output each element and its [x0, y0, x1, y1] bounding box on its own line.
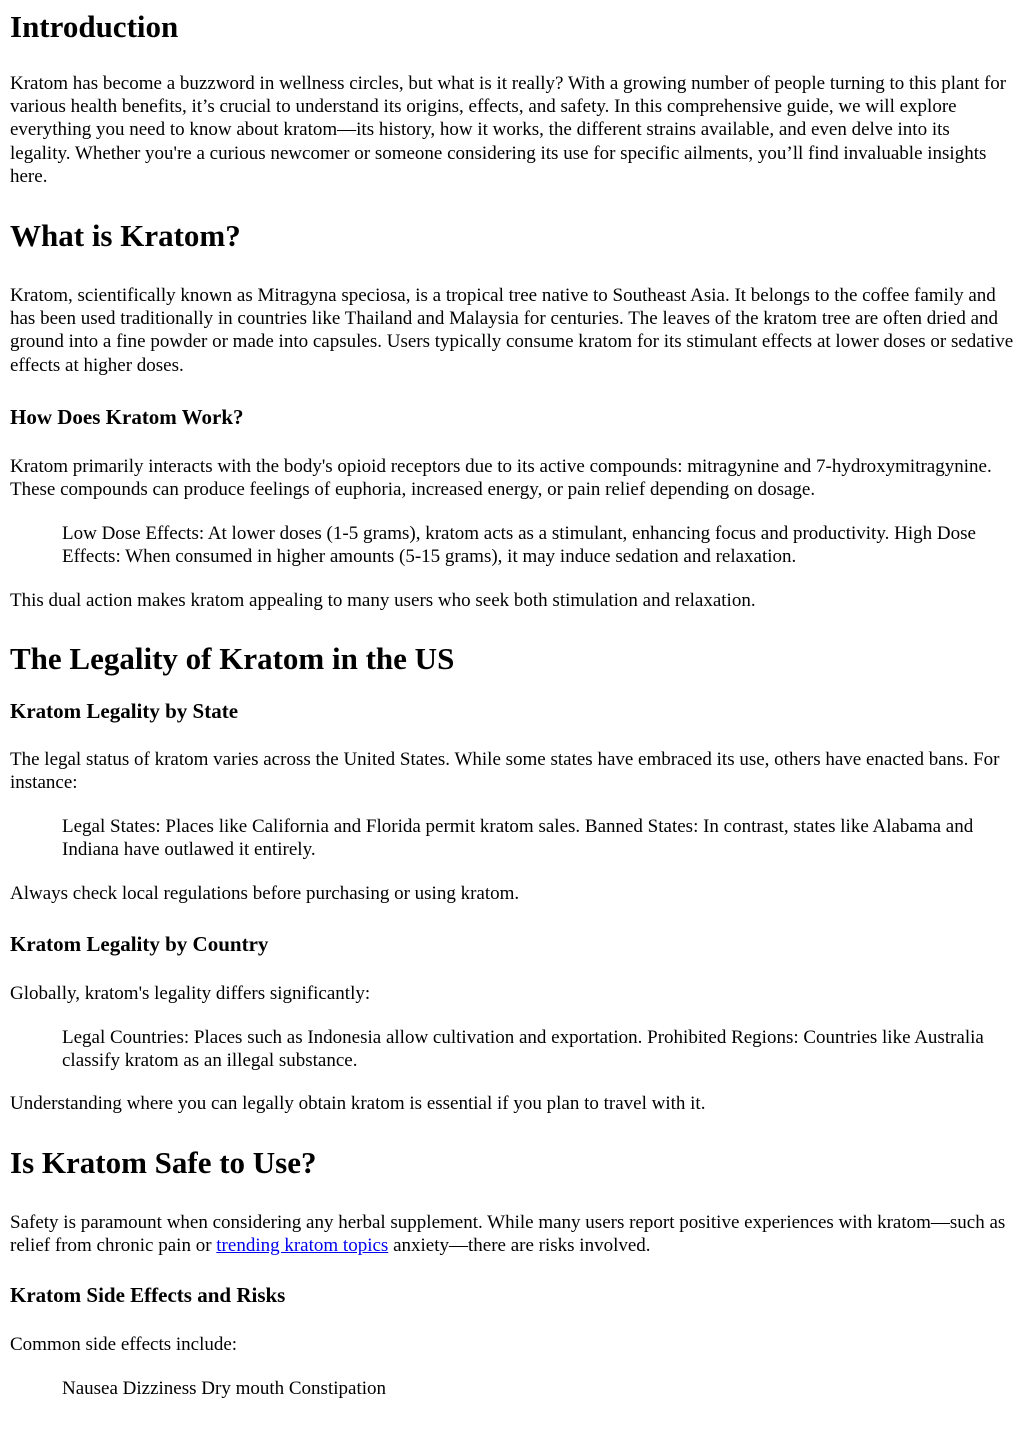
dose-effects-quote: Low Dose Effects: At lower doses (1-5 grams), kratom acts as a stimulant, enhancing focus and productivity. High Dose Effects: When consumed in higher amounts (5-15 grams), it may induce sedation and relaxation. [62, 523, 976, 568]
paragraph-safety [10, 1211, 1014, 1257]
heading-is-kratom-safe: Is Kratom Safe to Use? [10, 1144, 317, 1180]
country-legality-quote: Legal Countries: Places such as Indonesia allow cultivation and exportation. Prohibited Regions: Countries like Australia classify kratom as an illegal substance. [62, 1027, 984, 1072]
paragraph-legality-by-country: Globally, kratom's legality differs significantly: [10, 982, 371, 1004]
safety-text-before: Safety is paramount when considering any herbal supplement. While many users report positive experiences with kratom—such as relief from chronic pain or [10, 1211, 1006, 1256]
paragraph-side-effects: Common side effects include: [10, 1334, 238, 1356]
paragraph-dual-action: This dual action makes kratom appealing to many users who seek both stimulation and relaxation. [10, 589, 756, 611]
heading-side-effects-risks: Kratom Side Effects and Risks [10, 1283, 286, 1308]
heading-what-is-kratom: What is Kratom? [10, 218, 241, 254]
safety-text-after: anxiety—there are risks involved. [388, 1234, 651, 1256]
heading-introduction: Introduction [10, 9, 179, 44]
paragraph-legality-by-state: The legal status of kratom varies across the United States. While some states have embraced its use, others have enacted bans. For instance: [10, 748, 1000, 794]
side-effects-list: Nausea Dizziness Dry mouth Constipation [62, 1378, 387, 1400]
heading-how-does-kratom-work: How Does Kratom Work? [10, 404, 244, 429]
heading-legality-by-state: Kratom Legality by State [10, 698, 239, 723]
trending-kratom-topics-link[interactable]: trending kratom topics [216, 1234, 389, 1256]
paragraph-travel-note: Understanding where you can legally obtain kratom is essential if you plan to travel with it. [10, 1093, 706, 1115]
paragraph-check-regulations: Always check local regulations before purchasing or using kratom. [10, 882, 520, 904]
state-legality-quote: Legal States: Places like California and Florida permit kratom sales. Banned States: In contrast, states like Alabama and Indiana have outlawed it entirely. [62, 816, 974, 861]
paragraph-how-does-kratom-work: Kratom primarily interacts with the body's opioid receptors due to its active compounds: mitragynine and 7-hydroxymitragynine. These compounds can produce feelings of euphoria, increased energy, or pain relief depending on dosage. [10, 455, 992, 501]
paragraph-what-is-kratom: Kratom, scientifically known as Mitragyna speciosa, is a tropical tree native to Southeast Asia. It belongs to the coffee family and has been used traditionally in countries like Thailand and Malaysia for centuries. The leaves of the kratom tree are often dried and ground into a fine powder or made into capsules. Users typically consume kratom for its stimulant effects at lower doses or sedative effects at higher doses. [10, 285, 1014, 376]
paragraph-introduction: Kratom has become a buzzword in wellness circles, but what is it really? With a growing number of people turning to this plant for various health benefits, it’s crucial to understand its origins, effects, and safety. In this comprehensive guide, we will explore everything you need to know about kratom—its history, how it works, the different strains available, and even delve into its legality. Whether you're a curious newcomer or someone considering its use for specific ailments, you’ll find invaluable insights here. [10, 73, 1007, 187]
heading-legality-by-country: Kratom Legality by Country [10, 931, 269, 956]
heading-legality-us: The Legality of Kratom in the US [10, 640, 455, 676]
